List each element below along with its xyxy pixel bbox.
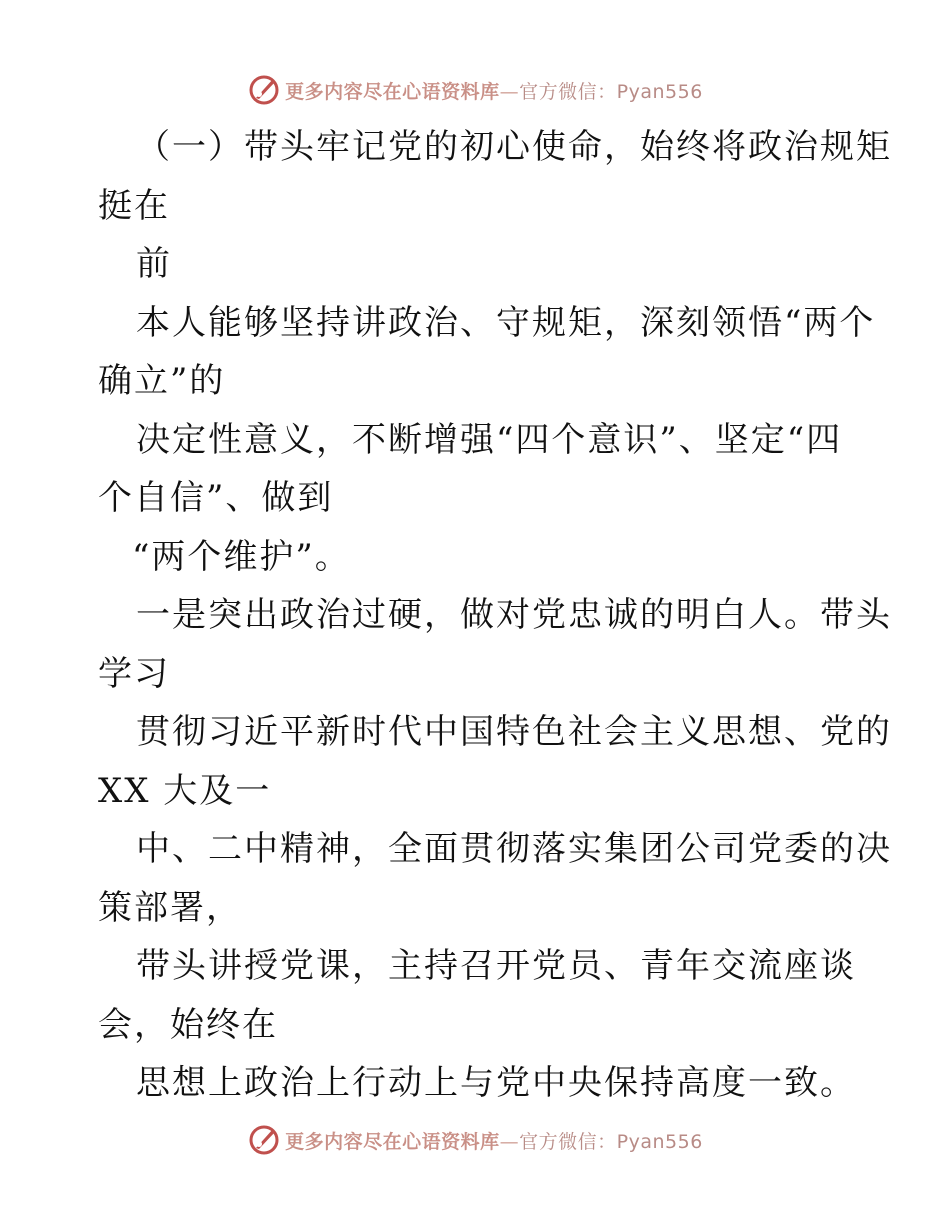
footer-watermark	[0, 1120, 950, 1160]
watermark-text	[285, 1127, 703, 1154]
text-line: 中、二中精神，全面贯彻落实集团公司党委的决	[136, 829, 892, 869]
header-watermark	[0, 70, 950, 110]
watermark-suffix: 官方微信：Pyan556	[519, 1130, 703, 1153]
watermark-dash: —	[499, 80, 520, 103]
text-line: 会，始终在	[98, 1004, 278, 1045]
text-line: 贯彻习近平新时代中国特色社会主义思想、党的	[136, 712, 892, 752]
text-line: 策部署，	[98, 887, 242, 928]
text-line: 前	[136, 244, 172, 284]
text-line: 一是突出政治过硬，做对党忠诚的明白人。带头	[136, 595, 892, 635]
document-body	[98, 118, 892, 1113]
watermark-suffix: 官方微信：Pyan556	[519, 80, 703, 103]
watermark-dash: —	[499, 1130, 520, 1153]
text-line: 带头讲授党课，主持召开党员、青年交流座谈	[136, 946, 856, 986]
text-line: 思想上政治上行动上与党中央保持高度一致。	[136, 1063, 856, 1103]
quill-logo-icon	[247, 73, 281, 107]
text-line: 决定性意义，不断增强“四个意识”、坚定“四	[136, 419, 843, 460]
watermark-title: 更多内容尽在心语资料库	[285, 80, 500, 103]
text-line: 学习	[98, 653, 170, 694]
text-line: 个自信”、做到	[98, 478, 334, 518]
text-line: 本人能够坚持讲政治、守规矩，深刻领悟“两个	[136, 302, 876, 343]
text-line: 挺在	[98, 185, 170, 226]
text-line: “两个维护”。	[132, 536, 351, 577]
section-heading: （一）带头牢记党的初心使命，始终将政治规矩	[136, 127, 892, 167]
text-line: 确立”的	[98, 361, 226, 401]
quill-logo-icon	[247, 1123, 281, 1157]
watermark-text	[285, 77, 703, 104]
text-line: XX 大及一	[98, 770, 272, 811]
watermark-title: 更多内容尽在心语资料库	[285, 1130, 500, 1153]
